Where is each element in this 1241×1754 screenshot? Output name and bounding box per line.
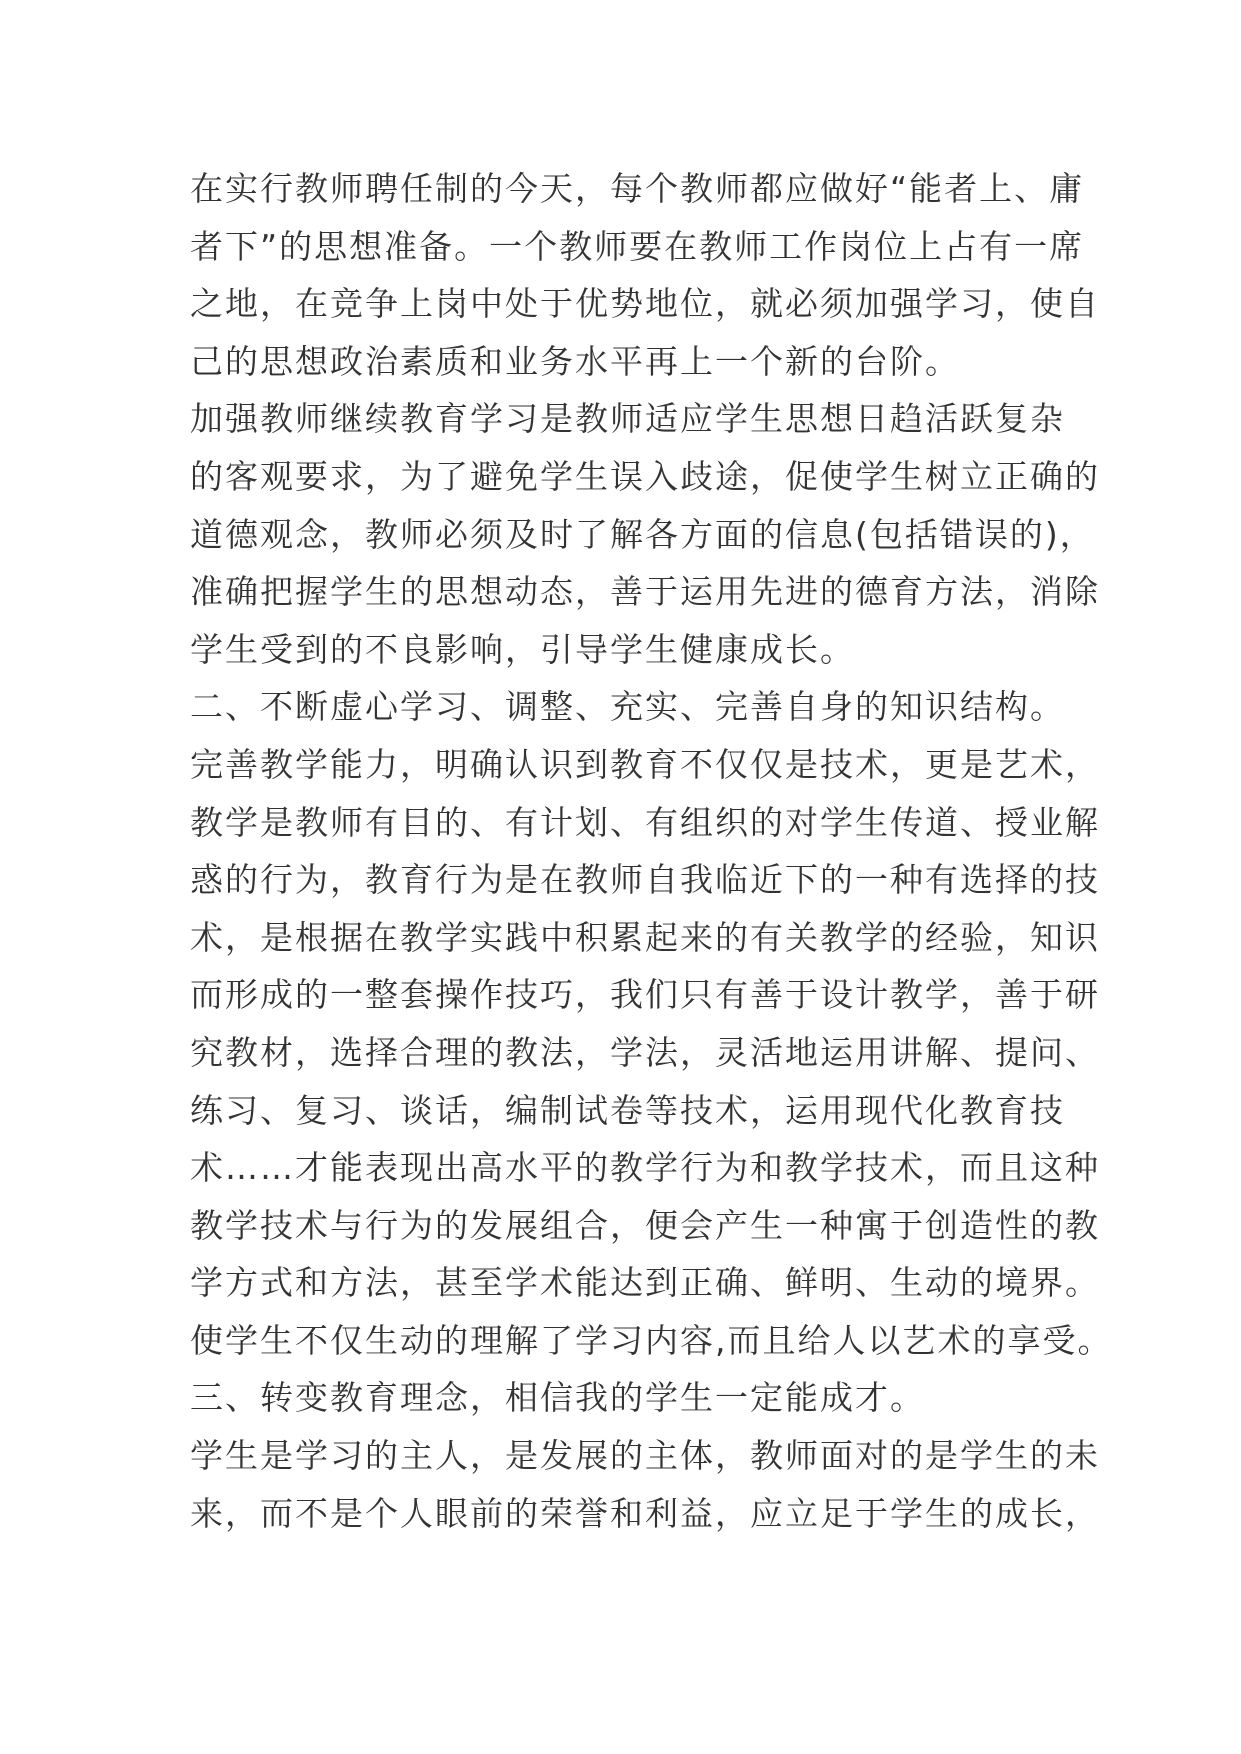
- text-line: 教学是教师有目的、有计划、有组织的对学生传道、授业解: [190, 802, 1100, 842]
- text-line: 准确把握学生的思想动态，善于运用先进的德育方法，消除: [190, 572, 1100, 612]
- text-line: 究教材，选择合理的教法，学法，灵活地运用讲解、提问、: [190, 1032, 1100, 1072]
- section-heading: 三、转变教育理念，相信我的学生一定能成才。: [190, 1378, 925, 1418]
- text-line: 术，是根据在教学实践中积累起来的有关教学的经验，知识: [190, 917, 1100, 957]
- text-line: 惑的行为，教育行为是在教师自我临近下的一种有选择的技: [190, 860, 1100, 900]
- text-line: 加强教师继续教育学习是教师适应学生思想日趋活跃复杂: [190, 399, 1065, 439]
- text-line: 使学生不仅生动的理解了学习内容,而且给人以艺术的享受。: [190, 1320, 1113, 1360]
- text-line: 练习、复习、谈话，编制试卷等技术，运用现代化教育技: [190, 1090, 1065, 1130]
- text-line: 完善教学能力，明确认识到教育不仅仅是技术，更是艺术，: [190, 744, 1100, 784]
- text-line: 而形成的一整套操作技巧，我们只有善于设计教学，善于研: [190, 975, 1100, 1015]
- text-line: 术……才能表现出高水平的教学行为和教学技术，而且这种: [190, 1148, 1100, 1188]
- text-line: 的客观要求，为了避免学生误入歧途，促使学生树立正确的: [190, 456, 1100, 496]
- text-line: 教学技术与行为的发展组合，便会产生一种寓于创造性的教: [190, 1205, 1100, 1245]
- text-line: 学生受到的不良影响，引导学生健康成长。: [190, 629, 855, 669]
- text-line: 学生是学习的主人，是发展的主体，教师面对的是学生的未: [190, 1436, 1100, 1476]
- text-line: 道德观念，教师必须及时了解各方面的信息(包括错误的)，: [190, 514, 1095, 554]
- text-line: 来，而不是个人眼前的荣誉和利益，应立足于学生的成长，: [190, 1493, 1100, 1533]
- section-heading: 二、不断虚心学习、调整、充实、完善自身的知识结构。: [190, 687, 1065, 727]
- text-line: 学方式和方法，甚至学术能达到正确、鲜明、生动的境界。: [190, 1263, 1100, 1303]
- text-line: 在实行教师聘任制的今天，每个教师都应做好“能者上、庸: [190, 169, 1085, 208]
- text-line: 己的思想政治素质和业务水平再上一个新的台阶。: [190, 341, 960, 381]
- document-body: [190, 160, 1113, 1542]
- text-line: 者下”的思想准备。一个教师要在教师工作岗位上占有一席: [190, 226, 1085, 266]
- text-line: 之地，在竞争上岗中处于优势地位，就必须加强学习，使自: [190, 284, 1100, 324]
